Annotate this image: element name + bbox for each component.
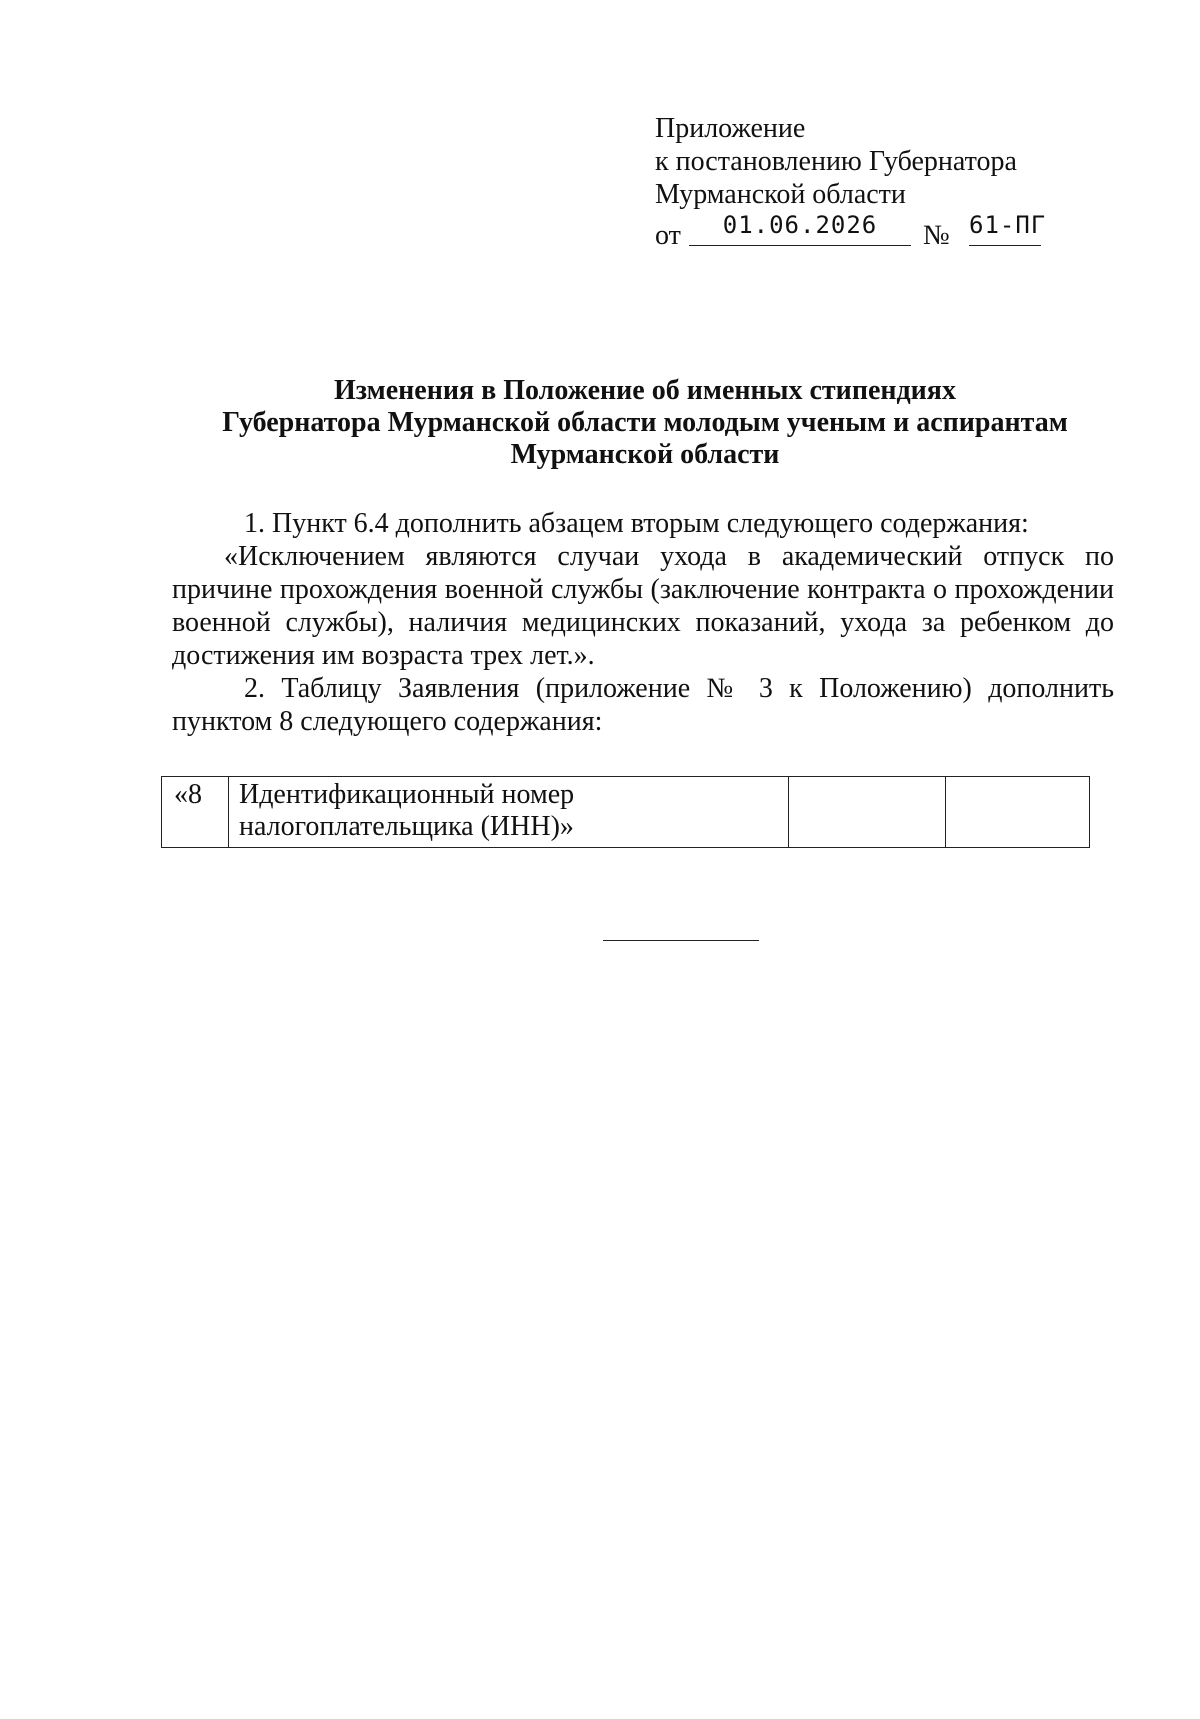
paragraph-quote: «Исключением являются случаи ухода в академический отпуск по причине прохождения военной службы (заключение контракта о прохождении военной службы), наличия медицинских показаний, ухода за ребенком до достижения им возраста трех лет.».	[172, 541, 1114, 671]
row-name-line-1: Идентификационный номер	[238, 779, 575, 810]
amendment-table	[161, 776, 1090, 848]
annex-line-1: Приложение	[655, 113, 806, 144]
paragraph-2: 2. Таблицу Заявления (приложение № 3 к Положению) дополнить пунктом 8 следующего содержания:	[172, 673, 1114, 737]
date-label: от	[655, 220, 681, 251]
document-number: 61-ПГ	[969, 211, 1041, 246]
paragraph-1: 1. Пункт 6.4 дополнить абзацем вторым следующего содержания:	[244, 508, 1029, 539]
document-body	[172, 507, 1114, 738]
document-title	[170, 375, 1120, 471]
title-line-3: Мурманской области	[510, 439, 780, 470]
annex-line-2: к постановлению Губернатора	[655, 146, 1017, 177]
number-label: №	[923, 220, 950, 251]
title-line-1: Изменения в Положение об именных стипендиях	[334, 375, 956, 406]
annex-date-row	[655, 211, 1075, 251]
document-date: 01.06.2026	[689, 211, 911, 246]
row-name-line-2: налогоплательщика (ИНН)»	[238, 811, 574, 842]
title-line-2: Губернатора Мурманской области молодым ученым и аспирантам	[222, 407, 1068, 438]
row-empty-cell-2	[946, 777, 1090, 848]
table-row	[162, 777, 1090, 848]
row-number-cell: «8	[162, 777, 229, 848]
row-name-cell	[228, 777, 788, 848]
end-divider	[603, 940, 759, 941]
row-empty-cell-1	[789, 777, 946, 848]
annex-header	[655, 112, 1075, 251]
annex-line-3: Мурманской области	[655, 179, 906, 210]
